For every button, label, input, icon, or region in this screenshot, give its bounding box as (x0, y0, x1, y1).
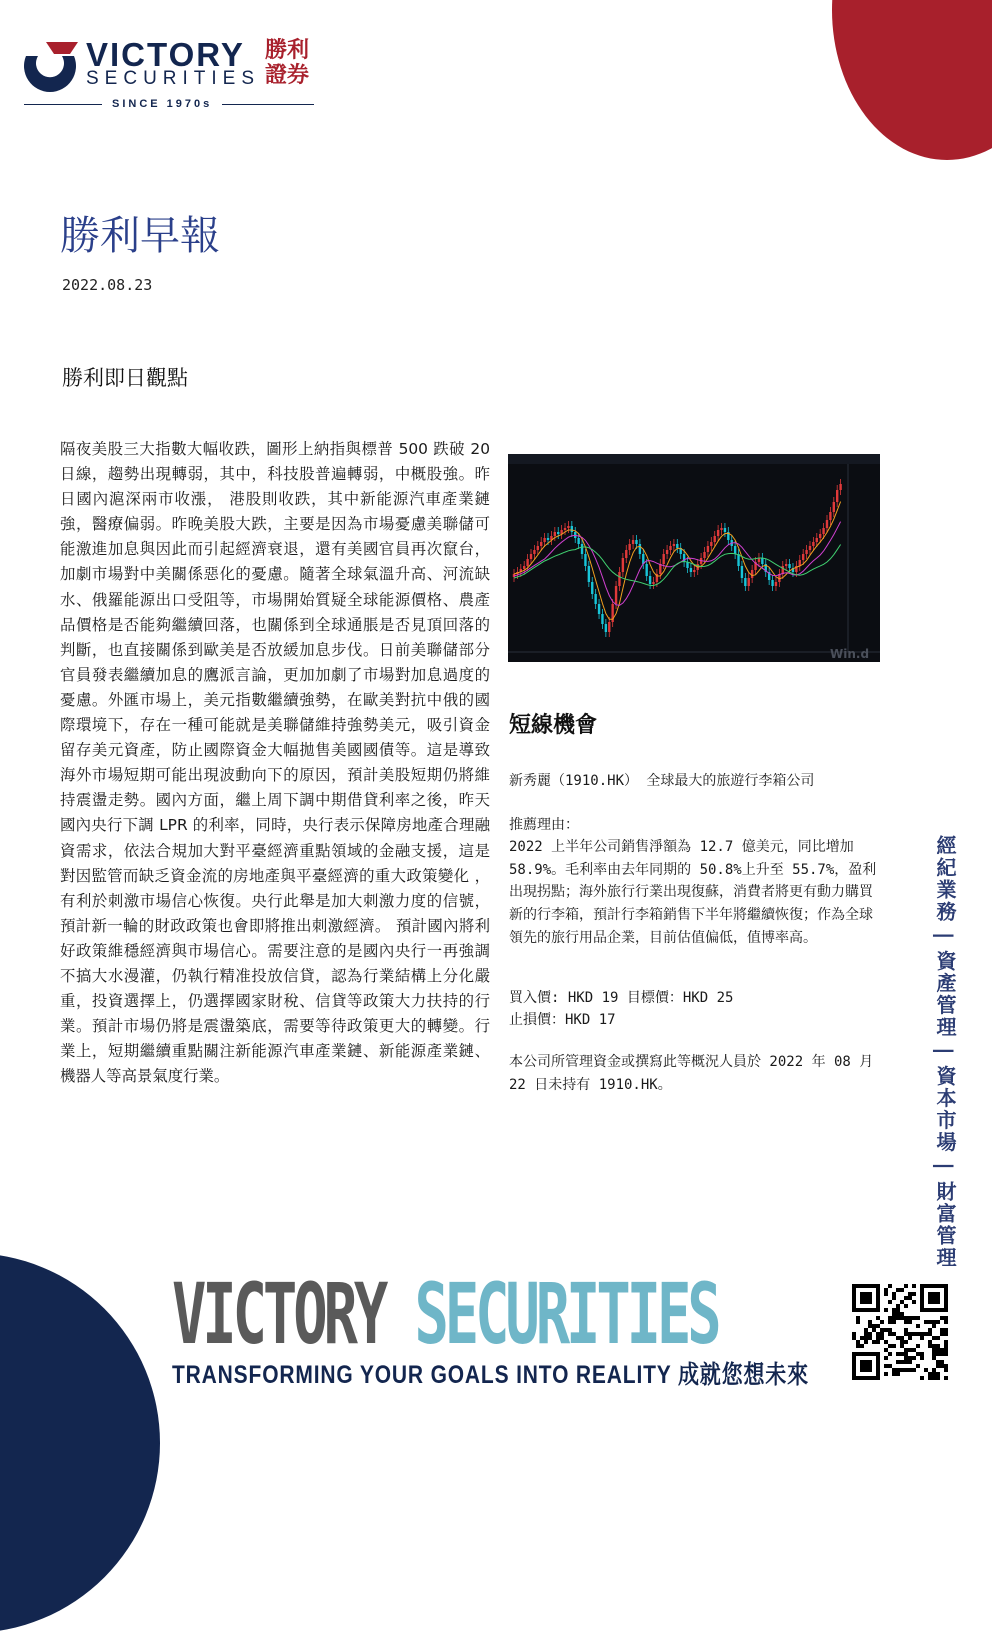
logo-brand-line2: SECURITIES (86, 68, 261, 89)
opportunity-title: 短線機會 (509, 713, 598, 738)
holding-disclaimer: 本公司所管理資金或撰寫此等概況人員於 2022 年 08 月 22 日未持有 1910.HK。 (509, 1054, 874, 1093)
logo-mark-icon (22, 42, 78, 98)
section-title: 勝利即日觀點 (62, 366, 188, 390)
report-date: 2022.08.23 (62, 276, 153, 294)
stop-loss-price: 止損價：HKD 17 (509, 1012, 616, 1028)
candlestick-chart (508, 454, 880, 662)
victory-securities-logo (22, 38, 322, 118)
stock-name: 新秀麗（1910.HK） 全球最大的旅遊行李箱公司 (509, 773, 815, 789)
market-commentary: 隔夜美股三大指數大幅收跌，圖形上納指與標普 500 跌破 20 日線，趨勢出現轉弱，其中，科技股普遍轉弱，中概股強。昨日國內滬深兩市收漲， 港股則收跌，其中新能源汽車產業鏈強，醫療偏弱。昨晚美股大跌，主要是因為市場憂慮美聯儲可能激進加息與因此而引起經濟衰退，還有美國官員再次竄台，加劇市場對中美關係惡化的憂慮。隨著全球氣溫升高、河流缺水、俄羅能源出口受阻等，市場開始質疑全球能源價格、農產品價格是否能夠繼續回落，也關係到全球通脹是否見頂回落的判斷，也直接關係到歐美是否放緩加息步伐。日前美聯儲部分官員發表繼續加息的鷹派言論，更加加劇了市場對加息過度的憂慮。外匯市場上，美元指數繼續強勢，在歐美對抗中俄的國際環境下，存在一種可能就是美聯儲維持強勢美元，吸引資金留存美元資產，防止國際資金大幅拋售美國國債等。這是導致海外市場短期可能出現波動向下的原因，預計美股短期仍將維持震盪走勢。國內方面，繼上周下調中期借貸利率之後，昨天國內央行下調 LPR 的利率，同時，央行表示保障房地產合理融資需求，依法合規加大對平臺經濟重點領域的金融支援，這是對因監管而缺乏資金流的房地產與平臺經濟的重大政策變化 ，有利於刺激市場信心恢復。央行此舉是加大刺激力度的信號，預計新一輪的財政政策也會即將推出刺激經濟。 預計國內將利好政策維穩經濟與市場信心。需要注意的是國內央行一再強調不搞大水漫灌，仍執行精准投放信貸，認為行業結構上分化嚴重，投資選擇上，仍選擇國家財稅、信貸等政策大力扶持的行業。預計市場仍將是震盪築底，需要等待政策更大的轉變。行業上，短期繼續重點關注新能源汽車產業鏈、新能源產業鏈、機器人等高景氣度行業。 (60, 440, 490, 1086)
logo-since: SINCE 1970s (102, 98, 222, 110)
corner-decoration-bottom-left (0, 1253, 160, 1633)
corner-decoration-top-right (832, 0, 992, 160)
banner-word-victory: VICTORY (172, 1265, 415, 1363)
reason-label: 推薦理由： (509, 817, 579, 833)
banner-tagline: TRANSFORMING YOUR GOALS INTO REALITY 成就您想未來 (172, 1361, 809, 1389)
reason-text: 2022 上半年公司銷售淨額為 12.7 億美元，同比增加 58.9%。毛利率由去年同期的 50.8%上升至 55.7%，盈利出現拐點；海外旅行行業出現復蘇，消費者將更有動力購買新的行李箱，預計行李箱銷售下半年將繼續恢復；作為全球領先的旅行用品企業，目前估值偏低，值博率高。 (509, 839, 877, 946)
logo-brand: VICTORY (86, 36, 245, 73)
banner-word-securities: SECURITIES (414, 1265, 718, 1363)
banner-wordmark (172, 1265, 718, 1363)
page-title: 勝利早報 (60, 213, 220, 259)
qr-code-icon (852, 1284, 948, 1380)
stock-chart-image (508, 454, 880, 662)
buy-target-price: 買入價: HKD 19 目標價：HKD 25 (509, 990, 734, 1006)
chart-watermark: Win.d (830, 647, 870, 661)
logo-brand-cn: 勝利證券 (265, 38, 310, 88)
side-slogan: 經紀業務 | 資產管理 | 資本市場 | 財富管理 (933, 835, 957, 1269)
